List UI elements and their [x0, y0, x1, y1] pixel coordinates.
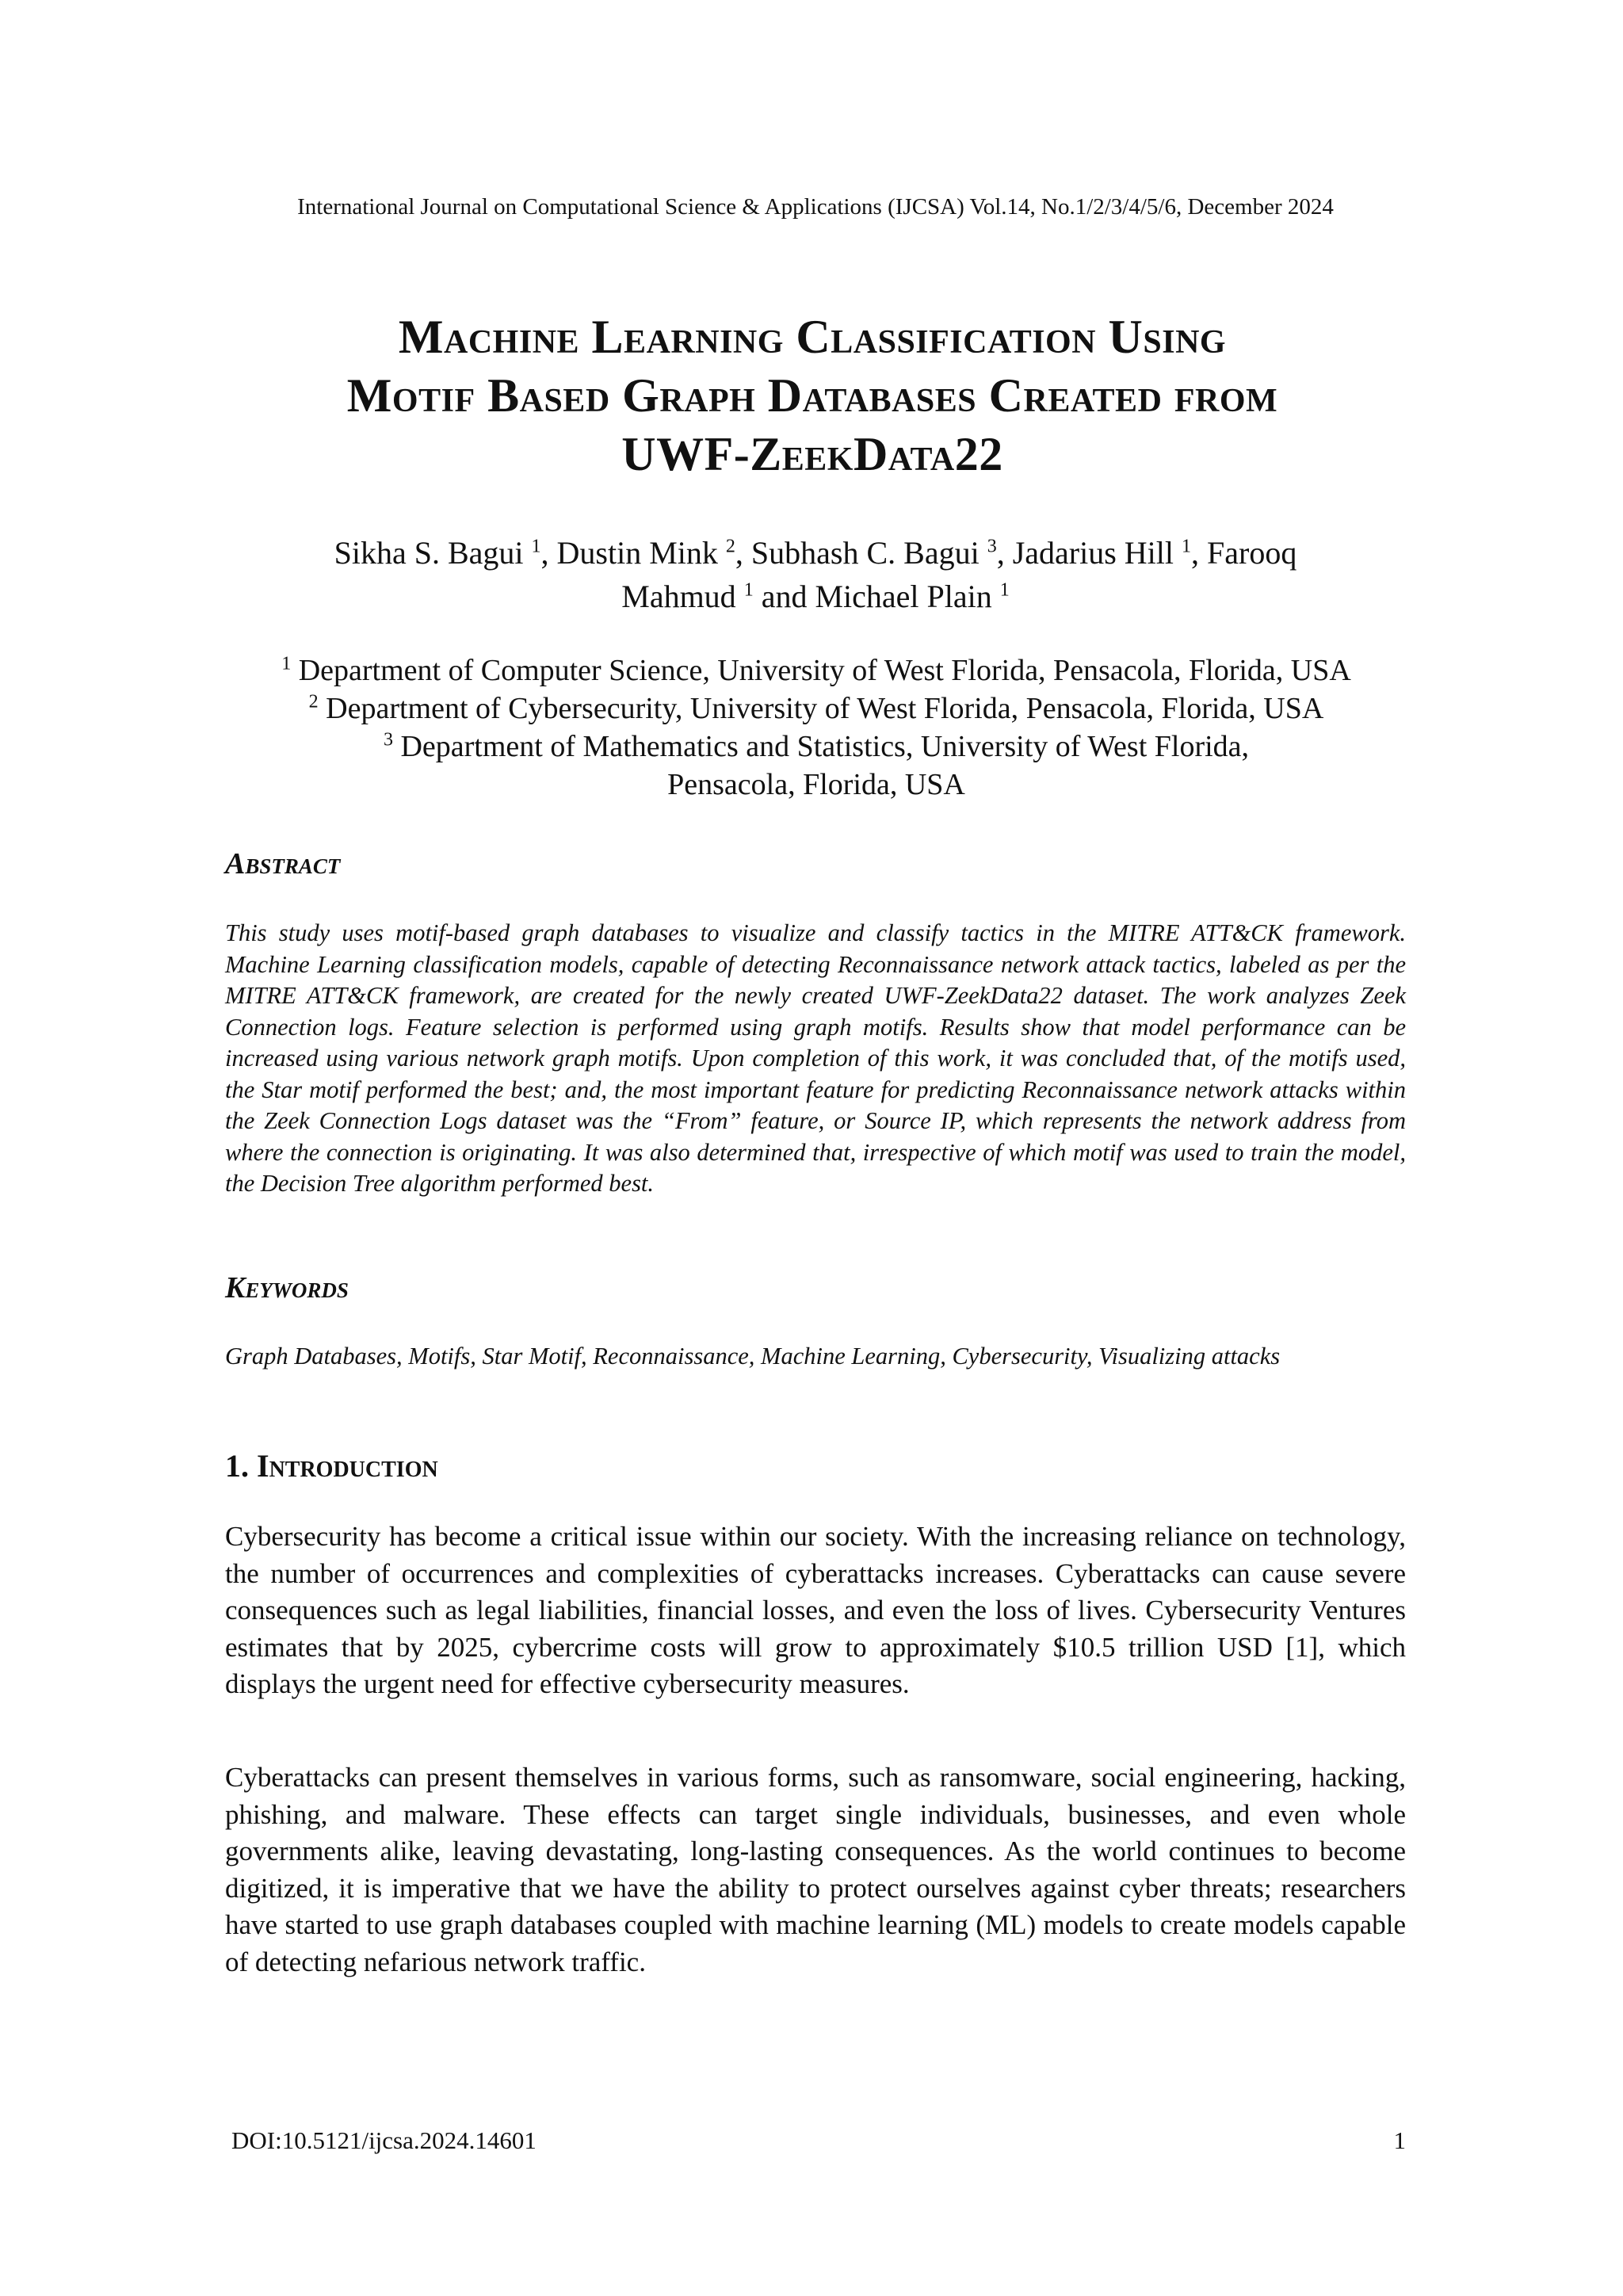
author-name: Sikha S. Bagui — [334, 535, 524, 571]
author-affil-mark: 1 — [1182, 536, 1192, 557]
affil-text: Department of Mathematics and Statistics, University of West Florida, Pensacola, Florida, USA — [400, 730, 1250, 801]
running-header: International Journal on Computational Science & Applications (IJCSA) Vol.14, No.1/2/3/4/5/6, December 2024 — [297, 194, 1334, 220]
intro-paragraph-2: Cyberattacks can present themselves in various forms, such as ransomware, social engineering, hacking, phishing, and malware. These effects can target single individuals, businesses, and even whole governments alike, leaving devastating, long-lasting consequences. As the world continues to become digitized, it is imperative that we have the ability to protect ourselves against cyber threats; researchers have started to use graph databases coupled with machine learning (ML) models to create models capable of detecting nefarious network traffic. — [225, 1762, 1406, 1977]
page-number: 1 — [1393, 2126, 1406, 2154]
author-affil-mark: 1 — [743, 579, 754, 601]
affiliation-2 — [214, 690, 1419, 728]
title-line-1: Machine Learning Classification Using — [398, 311, 1227, 363]
paper-title — [174, 308, 1450, 483]
author-list — [225, 531, 1406, 618]
affiliation-list — [214, 651, 1419, 804]
author-name: Subhash C. Bagui — [750, 535, 980, 571]
footer-doi: DOI:10.5121/ijcsa.2024.14601 — [231, 2126, 537, 2154]
abstract-text: This study uses motif-based graph databases to visualize and classify tactics in the MITRE ATT&CK framework. Machine Learning classification models, capable of detecting Reconnaissance network attack tactics, labeled as per the MITRE ATT&CK framework, are created for the newly created UWF-ZeekData22 dataset. The work analyzes Zeek Connection logs. Feature selection is performed using graph motifs. Results show that model performance can be increased using various network graph motifs. Upon completion of this work, it was concluded that, of the motifs used, the Star motif performed the best; and, the most important feature for predicting Reconnaissance network attacks within the Zeek Connection Logs dataset was the “From” feature, or Source IP, which represents the network address from where the connection is originating. It was also determined that, irrespective of which motif was used to train the model, the Decision Tree algorithm performed best. — [225, 919, 1406, 1197]
affiliation-1 — [214, 651, 1419, 690]
keywords-text: Graph Databases, Motifs, Star Motif, Reconnaissance, Machine Learning, Cybersecurity, Visualizing attacks — [225, 1343, 1281, 1370]
author-affil-mark: 2 — [725, 536, 735, 557]
affil-number: 3 — [383, 729, 393, 751]
affil-text: Department of Computer Science, University of West Florida, Pensacola, Florida, USA — [298, 654, 1351, 687]
affiliation-3 — [214, 728, 1419, 804]
affil-number: 1 — [281, 653, 292, 674]
author-name-first-part: Farooq — [1207, 535, 1297, 571]
author-name: Jadarius Hill — [1012, 535, 1174, 571]
author-affil-mark: 1 — [999, 579, 1010, 601]
title-line-2: Motif Based Graph Databases Created from — [346, 369, 1278, 422]
affil-text: Department of Cybersecurity, University of West Florida, Pensacola, Florida, USA — [326, 692, 1324, 725]
author-name-second-part: Mahmud — [621, 579, 736, 614]
introduction-heading: 1. Introduction — [225, 1448, 438, 1484]
keywords-heading: Keywords — [225, 1271, 349, 1305]
title-line-3: UWF-ZeekData22 — [621, 428, 1003, 480]
author-name: Michael Plain — [815, 579, 992, 614]
author-name: Dustin Mink — [556, 535, 718, 571]
author-line-2: Mahmud $^1$ and Michael Plain $^1$ — [621, 579, 1010, 614]
author-affil-mark: 3 — [987, 536, 997, 557]
abstract-heading: Abstract — [225, 847, 341, 881]
intro-paragraph-1: Cybersecurity has become a critical issue within our society. With the increasing reliance on technology, the number of occurrences and complexities of cyberattacks increases. Cyberattacks can cause severe consequences such as legal liabilities, financial losses, and even the loss of lives. Cybersecurity Ventures estimates that by 2025, cybercrime costs will grow to approximately $10.5 trillion USD [1], which displays the urgent need for effective cybersecurity measures. — [225, 1521, 1406, 1699]
author-line-1: Sikha S. Bagui $^1$, Dustin Mink $^2$, Subhash C. Bagui $^3$, Jadarius Hill $^1$, Farooq — [334, 535, 1297, 571]
author-affil-mark: 1 — [531, 536, 541, 557]
affil-number: 2 — [308, 691, 319, 712]
